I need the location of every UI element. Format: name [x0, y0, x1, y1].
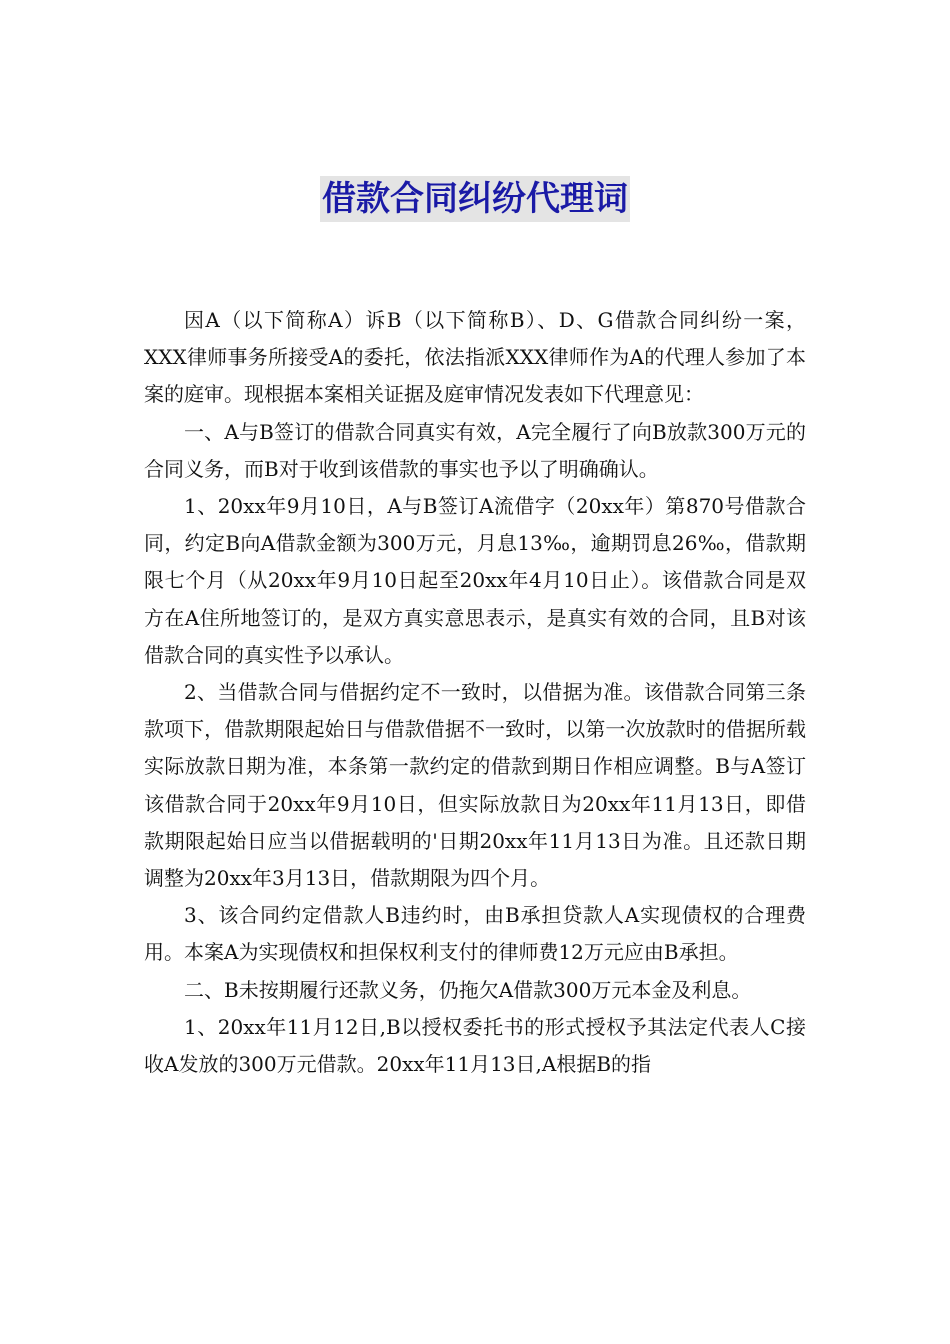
document-title: 借款合同纠纷代理词	[320, 176, 630, 222]
paragraph: 一、A与B签订的借款合同真实有效，A完全履行了向B放款300万元的合同义务，而B对于收到该借款的事实也予以了明确确认。	[144, 419, 806, 481]
paragraph: 1、20xx年9月10日，A与B签订A流借字（20xx年）第870号借款合同，约定B向A借款金额为300万元，月息13‰，逾期罚息26‰，借款期限七个月（从20xx年9月10日起至20xx年4月10日止）。该借款合同是双方在A住所地签订的，是双方真实意思表示，是真实有效的合同，且B对该借款合同的真实性予以承认。	[144, 494, 806, 667]
document-body	[144, 302, 806, 1083]
paragraph: 1、20xx年11月12日,B以授权委托书的形式授权予其法定代表人C接收A发放的300万元借款。20xx年11月13日,A根据B的指	[144, 1014, 806, 1077]
paragraph: 因A（以下简称A）诉B（以下简称B）、D、G借款合同纠纷一案，XXX律师事务所接受A的委托，依法指派XXX律师作为A的代理人参加了本案的庭审。现根据本案相关证据及庭审情况发表如下代理意见：	[144, 308, 806, 407]
paragraph: 二、B未按期履行还款义务，仍拖欠A借款300万元本金及利息。	[184, 977, 752, 1002]
paragraph: 2、当借款合同与借据约定不一致时，以借据为准。该借款合同第三条款项下，借款期限起始日与借款借据不一致时，以第一次放款时的借据所载实际放款日期为准，本条第一款约定的借款到期日作相应调整。B与A签订该借款合同于20xx年9月10日，但实际放款日为20xx年11月13日，即借款期限起始日应当以借据载明的'日期20xx年11月13日为准。且还款日期调整为20xx年3月13日，借款期限为四个月。	[144, 680, 806, 891]
title-wrap	[0, 176, 950, 222]
paragraph: 3、该合同约定借款人B违约时，由B承担贷款人A实现债权的合理费用。本案A为实现债权和担保权利支付的律师费12万元应由B承担。	[144, 903, 806, 965]
